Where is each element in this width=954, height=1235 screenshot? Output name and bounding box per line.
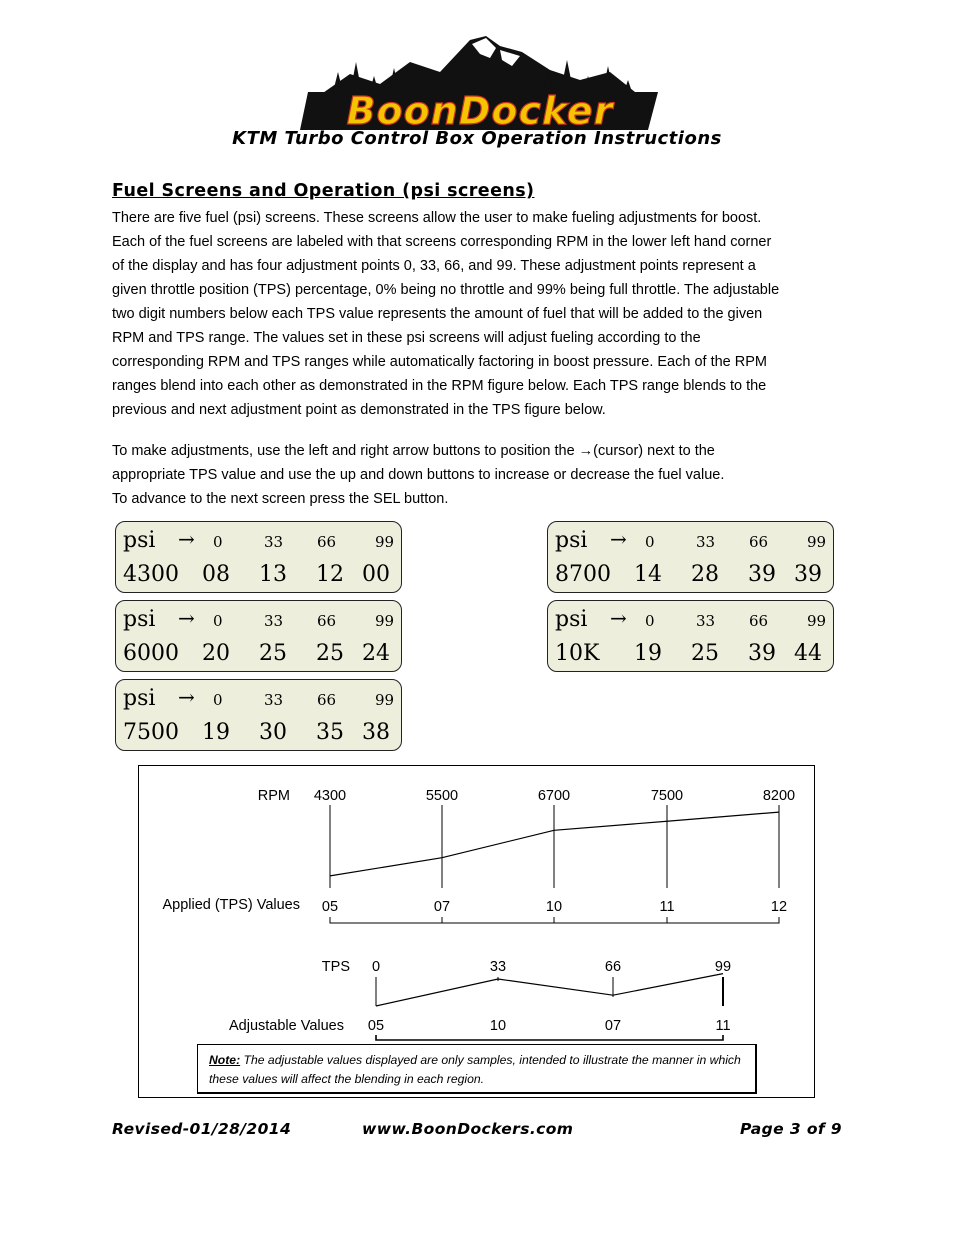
tps-point: 0 — [645, 533, 655, 551]
note-text: The adjustable values displayed are only samples, intended to illustrate the manner in which these values will affect the blending in each region. — [209, 1053, 741, 1086]
fuel-value: 25 — [691, 641, 719, 666]
tps-point: 99 — [807, 533, 827, 551]
psi-screen — [547, 521, 834, 593]
footer-website[interactable]: www.BoonDockers.com — [362, 1120, 574, 1138]
cursor-arrow-icon: → — [610, 606, 627, 630]
text-line: To advance to the next screen press the SEL button. — [112, 491, 449, 507]
fuel-value: 19 — [634, 641, 662, 666]
adjustable-values-line — [376, 974, 723, 1006]
footer-page-number: Page 3 of 9 — [740, 1120, 842, 1138]
fuel-value: 30 — [259, 720, 287, 745]
cursor-arrow-icon: → — [610, 527, 627, 551]
text-line: of the display and has four adjustment points 0, 33, 66, and 99. These adjustment points represent a — [112, 258, 756, 274]
rpm-tick-label: 6700 — [537, 788, 571, 804]
fuel-value: 25 — [259, 641, 287, 666]
cursor-arrow-icon: → — [178, 606, 195, 630]
tps-point: 66 — [317, 612, 337, 630]
psi-screen — [115, 521, 402, 593]
fuel-value: 39 — [794, 562, 822, 587]
adjustable-value-label: 10 — [489, 1018, 507, 1034]
screen-label: psi — [123, 607, 156, 632]
fuel-value: 44 — [794, 641, 822, 666]
adjustable-value-label: 11 — [715, 1018, 731, 1034]
cursor-arrow-icon: → — [178, 527, 195, 551]
fuel-value: 28 — [691, 562, 719, 587]
text-line: two digit numbers below each TPS value represents the amount of fuel that will be added to the given — [112, 306, 763, 322]
tps-point: 0 — [213, 691, 223, 709]
fuel-value: 12 — [316, 562, 344, 587]
screen-rpm: 7500 — [123, 720, 179, 745]
tps-tick-label: 33 — [489, 959, 507, 975]
tps-label: TPS — [321, 959, 350, 975]
tps-point: 33 — [264, 691, 284, 709]
fuel-value: 00 — [362, 562, 390, 587]
text-line: ranges blend into each other as demonstrated in the RPM figure below. Each TPS range blends to the — [112, 378, 767, 394]
tps-point: 33 — [264, 533, 284, 551]
text-line: RPM and TPS range. The values set in these psi screens will adjust fueling according to the — [112, 330, 701, 346]
tps-point: 66 — [317, 533, 337, 551]
tps-tick-label: 0 — [371, 959, 381, 975]
adjustable-value-label: 07 — [604, 1018, 622, 1034]
rpm-tick-label: 8200 — [762, 788, 796, 804]
applied-value-label: 12 — [770, 899, 788, 915]
applied-value-label: 07 — [433, 899, 451, 915]
screen-label: psi — [555, 607, 588, 632]
psi-screen — [115, 679, 402, 751]
fuel-value: 13 — [259, 562, 287, 587]
screen-rpm: 4300 — [123, 562, 179, 587]
fuel-value: 20 — [202, 641, 230, 666]
fuel-value: 19 — [202, 720, 230, 745]
rpm-tick-label: 5500 — [425, 788, 459, 804]
text-line: Each of the fuel screens are labeled with that screens corresponding RPM in the lower left hand corner — [112, 234, 772, 250]
footer-revised: Revised-01/28/2014 — [112, 1120, 292, 1138]
boondocker-logo — [290, 32, 670, 134]
diagram-note — [197, 1044, 757, 1094]
tps-point: 66 — [749, 612, 769, 630]
tps-point: 99 — [807, 612, 827, 630]
section-heading: Fuel Screens and Operation (psi screens) — [112, 181, 535, 201]
intro-paragraph — [112, 206, 852, 422]
applied-value-label: 11 — [659, 899, 675, 915]
adjustable-range-bracket — [376, 1035, 723, 1040]
note-label: Note: — [209, 1053, 241, 1067]
fuel-value: 14 — [634, 562, 662, 587]
screen-rpm: 6000 — [123, 641, 179, 666]
psi-screen — [547, 600, 834, 672]
fuel-value: 25 — [316, 641, 344, 666]
document-title: KTM Turbo Control Box Operation Instructions — [232, 128, 722, 149]
applied-value-label: 05 — [321, 899, 339, 915]
tps-point: 33 — [696, 612, 716, 630]
screen-rpm: 10K — [555, 641, 600, 666]
instructions-paragraph — [112, 439, 852, 511]
tps-tick-label: 66 — [604, 959, 622, 975]
text-line: appropriate TPS value and use the up and down buttons to increase or decrease the fuel value. — [112, 467, 725, 483]
tps-point: 66 — [749, 533, 769, 551]
adjustable-value-label: 05 — [367, 1018, 385, 1034]
rpm-tick-label: 7500 — [650, 788, 684, 804]
fuel-value: 35 — [316, 720, 344, 745]
screen-label: psi — [555, 528, 588, 553]
applied-values-label: Applied (TPS) Values — [162, 897, 300, 913]
fuel-value: 24 — [362, 641, 390, 666]
text-line: given throttle position (TPS) percentage, 0% being no throttle and 99% being full throttle. The adjustable — [112, 282, 780, 298]
cursor-arrow-icon: → — [178, 685, 195, 709]
tps-point: 99 — [375, 533, 395, 551]
tps-point: 0 — [645, 612, 655, 630]
screen-rpm: 8700 — [555, 562, 611, 587]
adjustable-values-label: Adjustable Values — [228, 1018, 344, 1034]
logo-wordmark: BoonDocker — [346, 89, 614, 133]
tps-point: 0 — [213, 533, 223, 551]
tps-tick-label: 99 — [714, 959, 732, 975]
tps-point: 99 — [375, 612, 395, 630]
psi-screen — [115, 600, 402, 672]
fuel-value: 38 — [362, 720, 390, 745]
rpm-label: RPM — [257, 788, 290, 804]
rpm-tick-label: 4300 — [313, 788, 347, 804]
text-line: There are five fuel (psi) screens. These screens allow the user to make fueling adjustments for boost. — [112, 210, 762, 226]
text-line: previous and next adjustment point as demonstrated in the TPS figure below. — [112, 402, 606, 418]
text-line: To make adjustments, use the left and right arrow buttons to position the →(cursor) next to the — [112, 443, 715, 459]
fuel-value: 39 — [748, 641, 776, 666]
tps-point: 0 — [213, 612, 223, 630]
text-line: corresponding RPM and TPS ranges while automatically factoring in boost pressure. Each of the RPM — [112, 354, 767, 370]
screen-label: psi — [123, 528, 156, 553]
fuel-value: 08 — [202, 562, 230, 587]
fuel-value: 39 — [748, 562, 776, 587]
tps-point: 99 — [375, 691, 395, 709]
applied-value-label: 10 — [545, 899, 563, 915]
screen-label: psi — [123, 686, 156, 711]
tps-point: 33 — [696, 533, 716, 551]
tps-point: 33 — [264, 612, 284, 630]
tps-point: 66 — [317, 691, 337, 709]
